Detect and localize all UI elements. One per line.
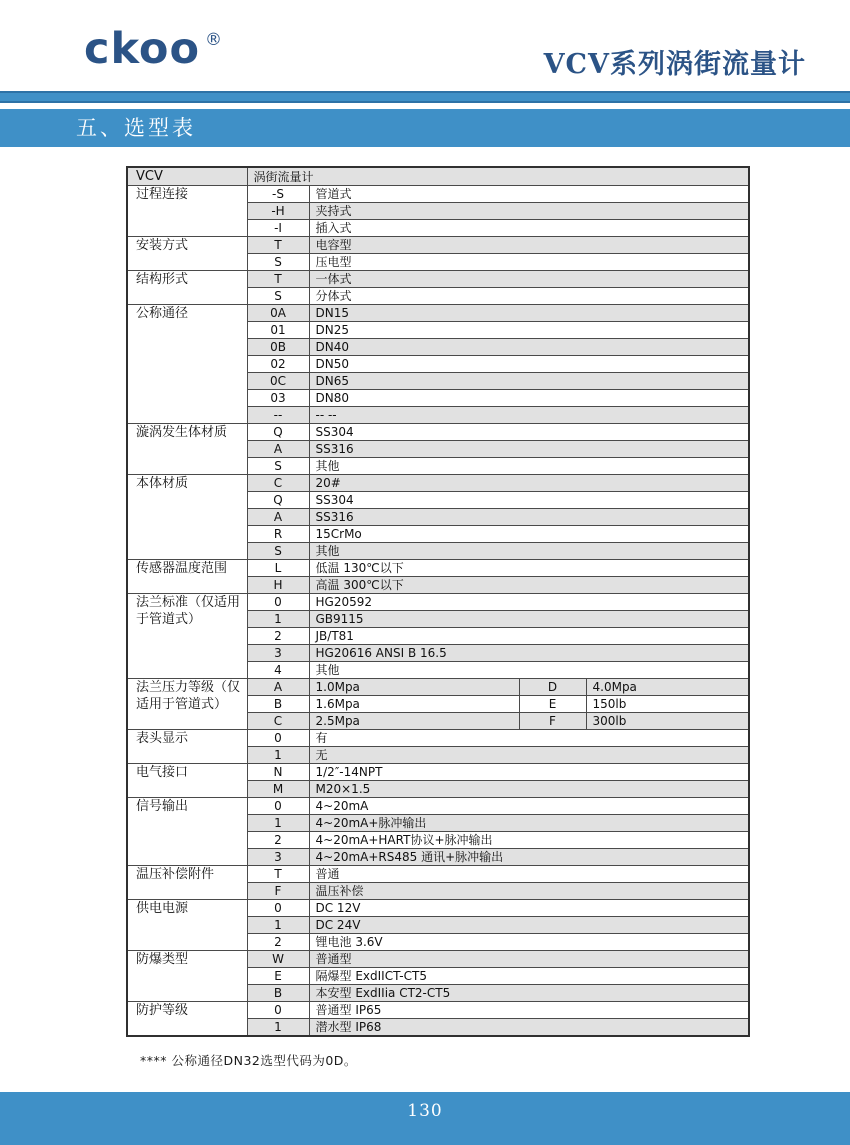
table-row (127, 798, 749, 815)
option-desc-cell: 普通型 IP65 (309, 1002, 749, 1019)
option-code-cell: 0 (247, 900, 309, 917)
option-desc-cell: DN25 (309, 322, 749, 339)
selection-table (126, 166, 750, 1037)
option-desc-cell: 15CrMo (309, 526, 749, 543)
option-desc-cell: 20# (309, 475, 749, 492)
option-code-cell: E (247, 968, 309, 985)
option-desc-cell: 隔爆型 ExdIICT-CT5 (309, 968, 749, 985)
option-desc-cell: 管道式 (309, 186, 749, 203)
table-row (127, 271, 749, 288)
option-code-cell: A (247, 679, 309, 696)
option-code-cell: 0 (247, 594, 309, 611)
option-desc-cell: 1.6Mpa (309, 696, 519, 713)
option-code-cell: T (247, 271, 309, 288)
section-title: 五、选型表 (76, 116, 196, 140)
category-label-cell: 结构形式 (127, 271, 247, 305)
option-desc-cell: 2.5Mpa (309, 713, 519, 730)
option-desc-cell: 电容型 (309, 237, 749, 254)
option-desc-cell: 其他 (309, 458, 749, 475)
option-desc-cell: SS316 (309, 441, 749, 458)
option-desc-cell: GB9115 (309, 611, 749, 628)
option-desc-cell: 分体式 (309, 288, 749, 305)
model-code-cell: VCV (127, 167, 247, 186)
option-desc-cell: 锂电池 3.6V (309, 934, 749, 951)
option-desc-cell: DN65 (309, 373, 749, 390)
document-title: VCV系列涡街流量计 (543, 49, 806, 80)
option-code-cell: N (247, 764, 309, 781)
option-desc-cell: 4~20mA+脉冲输出 (309, 815, 749, 832)
brand-logo (84, 24, 224, 74)
category-label-cell: 电气接口 (127, 764, 247, 798)
option-desc-cell: 1/2″-14NPT (309, 764, 749, 781)
category-label-cell: 本体材质 (127, 475, 247, 560)
option-desc-cell: 其他 (309, 662, 749, 679)
option-desc-cell: DN40 (309, 339, 749, 356)
option-desc-cell: DN80 (309, 390, 749, 407)
table-row (127, 679, 749, 696)
option-desc-cell: 4~20mA (309, 798, 749, 815)
option-code-cell: 1 (247, 1019, 309, 1037)
table-row (127, 560, 749, 577)
option-desc-cell: 插入式 (309, 220, 749, 237)
option-code-cell: 1 (247, 611, 309, 628)
category-label-cell: 表头显示 (127, 730, 247, 764)
table-header-row (127, 167, 749, 186)
category-label-cell: 法兰压力等级（仅适用于管道式） (127, 679, 247, 730)
option-code-cell: M (247, 781, 309, 798)
option-code-cell: 0 (247, 730, 309, 747)
option-desc-cell: 高温 300℃以下 (309, 577, 749, 594)
option-code-cell: E (519, 696, 586, 713)
option-desc-cell: 1.0Mpa (309, 679, 519, 696)
category-label-cell: 温压补偿附件 (127, 866, 247, 900)
brand-logo-text: ckoo (84, 24, 201, 74)
option-code-cell: 2 (247, 934, 309, 951)
option-desc-cell: DN50 (309, 356, 749, 373)
option-code-cell: R (247, 526, 309, 543)
option-code-cell: 0 (247, 798, 309, 815)
option-desc-cell: -- -- (309, 407, 749, 424)
option-desc-cell: 300lb (586, 713, 749, 730)
option-code-cell: 4 (247, 662, 309, 679)
category-label-cell: 过程连接 (127, 186, 247, 237)
option-code-cell: S (247, 288, 309, 305)
option-code-cell: T (247, 237, 309, 254)
table-row (127, 866, 749, 883)
option-code-cell: C (247, 475, 309, 492)
table-row (127, 305, 749, 322)
option-desc-cell: HG20616 ANSI B 16.5 (309, 645, 749, 662)
model-name-cell: 涡街流量计 (247, 167, 749, 186)
option-desc-cell: 4~20mA+RS485 通讯+脉冲输出 (309, 849, 749, 866)
option-desc-cell: 夹持式 (309, 203, 749, 220)
option-desc-cell: 温压补偿 (309, 883, 749, 900)
option-code-cell: -- (247, 407, 309, 424)
page-number: 130 (407, 1101, 443, 1121)
option-desc-cell: 普通型 (309, 951, 749, 968)
option-code-cell: W (247, 951, 309, 968)
category-label-cell: 传感器温度范围 (127, 560, 247, 594)
category-label-cell: 防护等级 (127, 1002, 247, 1037)
option-code-cell: 3 (247, 645, 309, 662)
option-desc-cell: SS304 (309, 424, 749, 441)
option-code-cell: 1 (247, 747, 309, 764)
registered-trademark-icon: ® (205, 30, 224, 50)
header-divider-bar (0, 91, 850, 103)
option-code-cell: L (247, 560, 309, 577)
page-footer (0, 1092, 850, 1145)
option-desc-cell: 有 (309, 730, 749, 747)
option-desc-cell: 无 (309, 747, 749, 764)
option-desc-cell: 潜水型 IP68 (309, 1019, 749, 1037)
option-code-cell: 03 (247, 390, 309, 407)
option-desc-cell: 其他 (309, 543, 749, 560)
option-code-cell: F (247, 883, 309, 900)
option-code-cell: 1 (247, 917, 309, 934)
option-code-cell: S (247, 543, 309, 560)
option-code-cell: B (247, 985, 309, 1002)
option-code-cell: -H (247, 203, 309, 220)
option-code-cell: 1 (247, 815, 309, 832)
option-code-cell: F (519, 713, 586, 730)
option-code-cell: A (247, 509, 309, 526)
option-desc-cell: 普通 (309, 866, 749, 883)
option-code-cell: 01 (247, 322, 309, 339)
option-code-cell: H (247, 577, 309, 594)
option-code-cell: -S (247, 186, 309, 203)
option-desc-cell: 一体式 (309, 271, 749, 288)
table-row (127, 424, 749, 441)
table-row (127, 730, 749, 747)
category-label-cell: 防爆类型 (127, 951, 247, 1002)
option-code-cell: 02 (247, 356, 309, 373)
table-row (127, 186, 749, 203)
category-label-cell: 漩涡发生体材质 (127, 424, 247, 475)
category-label-cell: 法兰标准（仅适用于管道式） (127, 594, 247, 679)
option-desc-cell: 本安型 ExdIIia CT2-CT5 (309, 985, 749, 1002)
table-row (127, 475, 749, 492)
option-code-cell: -I (247, 220, 309, 237)
section-title-banner (0, 109, 850, 147)
option-desc-cell: 低温 130℃以下 (309, 560, 749, 577)
category-label-cell: 安装方式 (127, 237, 247, 271)
option-code-cell: S (247, 254, 309, 271)
option-code-cell: 0A (247, 305, 309, 322)
table-row (127, 951, 749, 968)
table-row (127, 237, 749, 254)
option-desc-cell: DC 24V (309, 917, 749, 934)
category-label-cell: 供电电源 (127, 900, 247, 951)
option-desc-cell: HG20592 (309, 594, 749, 611)
option-desc-cell: M20×1.5 (309, 781, 749, 798)
table-row (127, 900, 749, 917)
option-code-cell: S (247, 458, 309, 475)
category-label-cell: 信号输出 (127, 798, 247, 866)
option-desc-cell: JB/T81 (309, 628, 749, 645)
table-row (127, 764, 749, 781)
option-code-cell: 0C (247, 373, 309, 390)
option-desc-cell: DC 12V (309, 900, 749, 917)
option-code-cell: 2 (247, 832, 309, 849)
option-code-cell: Q (247, 492, 309, 509)
option-desc-cell: 4.0Mpa (586, 679, 749, 696)
option-code-cell: A (247, 441, 309, 458)
option-desc-cell: SS304 (309, 492, 749, 509)
option-code-cell: T (247, 866, 309, 883)
option-code-cell: D (519, 679, 586, 696)
option-code-cell: Q (247, 424, 309, 441)
category-label-cell: 公称通径 (127, 305, 247, 424)
option-desc-cell: 150lb (586, 696, 749, 713)
option-code-cell: B (247, 696, 309, 713)
option-code-cell: 0B (247, 339, 309, 356)
option-desc-cell: 压电型 (309, 254, 749, 271)
option-desc-cell: SS316 (309, 509, 749, 526)
option-code-cell: 3 (247, 849, 309, 866)
option-code-cell: C (247, 713, 309, 730)
option-code-cell: 2 (247, 628, 309, 645)
option-code-cell: 0 (247, 1002, 309, 1019)
table-row (127, 594, 749, 611)
option-desc-cell: 4~20mA+HART协议+脉冲输出 (309, 832, 749, 849)
option-desc-cell: DN15 (309, 305, 749, 322)
footnote: **** 公称通径DN32选型代码为0D。 (140, 1053, 357, 1068)
table-row (127, 1002, 749, 1019)
